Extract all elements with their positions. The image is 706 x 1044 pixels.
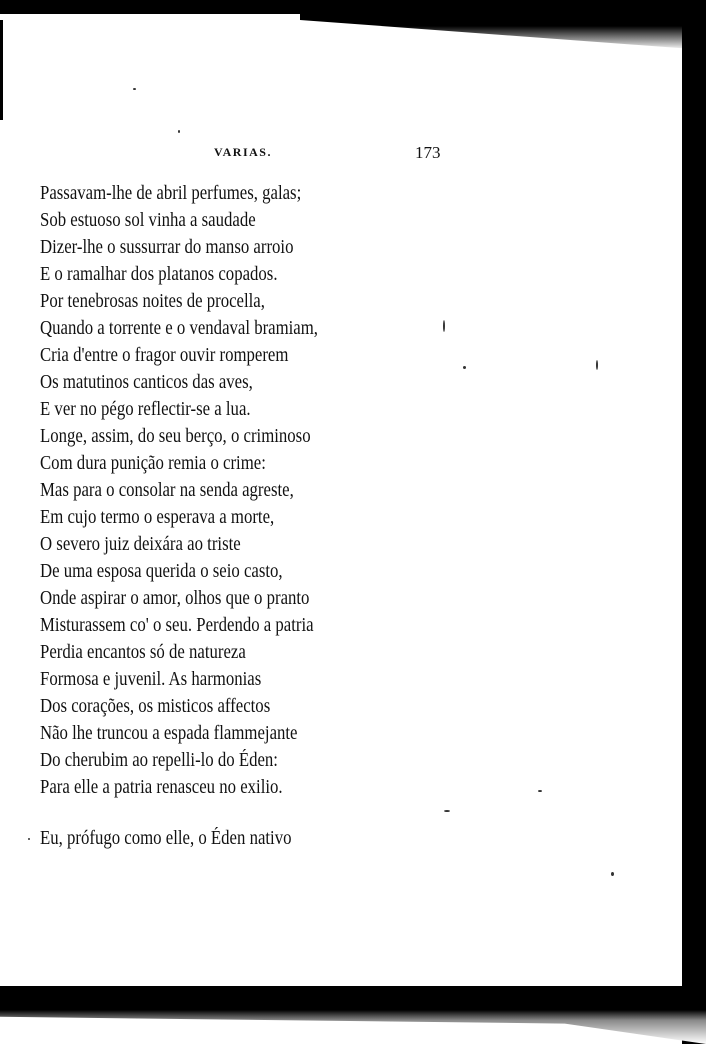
poem-line: E ver no pégo reflectir-se a lua. [40,399,251,420]
poem-line: Formosa e juvenil. As harmonias [40,669,262,690]
poem-line: Passavam-lhe de abril perfumes, galas; [40,183,302,204]
poem-line: Cria d'entre o fragor ouvir romperem [40,345,289,366]
scan-speck [133,88,136,90]
scan-border-bottom-tail [0,1010,706,1044]
scan-speck [443,320,445,332]
scan-speck [463,366,466,369]
poem-line: Dizer-lhe o sussurrar do manso arroio [40,237,294,258]
poem-line: Sob estuoso sol vinha a saudade [40,210,256,231]
poem-line: Para elle a patria renasceu no exilio. [40,777,283,798]
page-number: 173 [415,143,441,162]
poem-line: Misturassem co' o seu. Perdendo a patria [40,615,314,636]
scan-border-left [0,20,3,120]
scan-border-bottom [0,986,706,1010]
poem-line: Mas para o consolar na senda agreste, [40,480,294,501]
scan-speck [596,360,598,370]
poem-line: Do cherubim ao repelli-lo do Éden: [40,750,278,771]
poem-line: Perdia encantos só de natureza [40,642,246,663]
poem-line: Quando a torrente e o vendaval bramiam, [40,318,318,339]
running-head: VARIAS. [214,145,272,159]
poem-line: Com dura punição remia o crime: [40,453,266,474]
scan-speck [28,838,30,840]
poem-line: Em cujo termo o esperava a morte, [40,507,275,528]
poem-line: De uma esposa querida o seio casto, [40,561,283,582]
poem-stanza [40,180,363,801]
poem-line: Não lhe truncou a espada flammejante [40,723,298,744]
scan-speck [178,130,180,133]
poem-line: Onde aspirar o amor, olhos que o pranto [40,588,310,609]
poem-line: Os matutinos canticos das aves, [40,372,253,393]
poem-line: E o ramalhar dos platanos copados. [40,264,278,285]
scan-border-top-wedge [300,10,706,50]
scan-speck [611,872,614,876]
poem-line: Longe, assim, do seu berço, o criminoso [40,426,311,447]
poem-line: O severo juiz deixára ao triste [40,534,241,555]
poem-line: Dos corações, os misticos affectos [40,696,271,717]
scan-border-right [682,0,706,1044]
scan-speck [444,810,450,812]
scan-speck [538,790,542,792]
poem-line: Por tenebrosas noites de procella, [40,291,265,312]
next-stanza-line: Eu, prófugo como elle, o Éden nativo [40,828,292,849]
